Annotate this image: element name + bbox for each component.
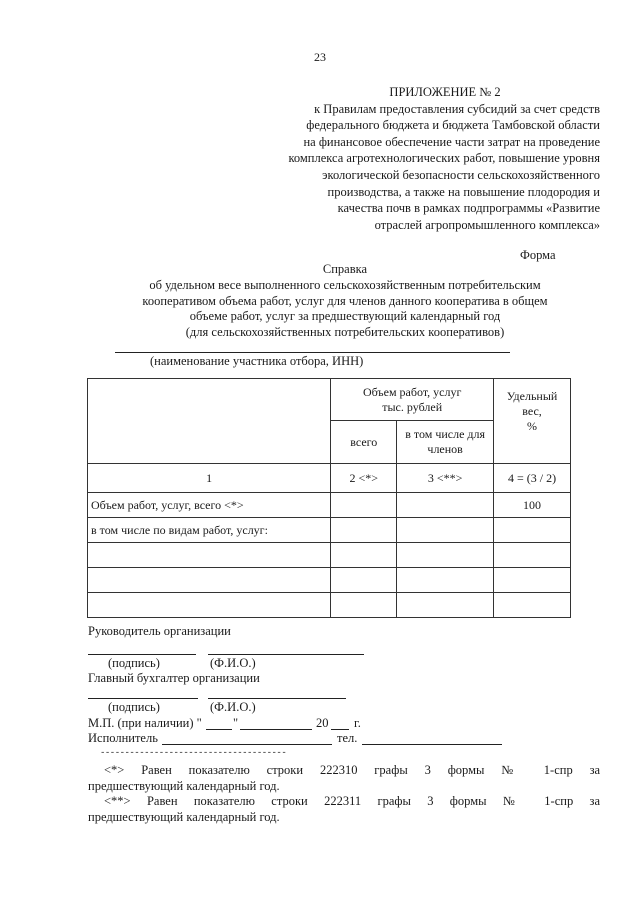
footnote-word: Равен (141, 763, 172, 777)
table-cell[interactable] (331, 543, 397, 568)
footnote-word: 222311 (324, 794, 362, 808)
title-line: об удельном весе выполненного сельскохозяйственным потребительским (149, 277, 541, 292)
table-cell[interactable] (494, 568, 571, 593)
table-row (88, 518, 571, 543)
footnote-2-line (88, 793, 600, 809)
table-cell[interactable] (331, 568, 397, 593)
table-cell[interactable] (397, 518, 494, 543)
footnote-word: строки (271, 794, 308, 808)
table-cell[interactable] (88, 568, 331, 593)
column-number-4: 4 = (3 / 2) (494, 464, 571, 493)
title-line: объеме работ, услуг за предшествующий календарный год (189, 309, 501, 324)
row-total-share: 100 (494, 493, 571, 518)
head-fio-line[interactable] (208, 654, 364, 655)
header-share-line: Удельный (506, 389, 558, 403)
header-members-line: членов (427, 442, 463, 456)
appendix-line: к Правилам предоставления субсидий за счет средств (314, 101, 600, 116)
head-label: Руководитель организации (88, 624, 231, 638)
row-including-label: в том числе по видам работ, услуг: (88, 518, 331, 543)
table-cell[interactable] (88, 593, 331, 618)
form-label: Форма (520, 248, 556, 262)
page-number: 23 (314, 50, 326, 64)
header-share (494, 379, 571, 464)
fio-caption: (Ф.И.О.) (210, 700, 256, 714)
appendix-line: комплекса агротехнологических работ, повышение уровня (288, 151, 600, 166)
table-row (88, 493, 571, 518)
footnote-word: Равен (146, 794, 178, 808)
footnote-word: № (502, 794, 528, 808)
report-table (87, 378, 571, 618)
table-cell[interactable] (494, 518, 571, 543)
participant-name-line[interactable] (115, 352, 510, 353)
signature-caption: (подпись) (108, 656, 160, 670)
header-share-line: % (527, 419, 538, 433)
footnote-2 (88, 793, 600, 825)
table-cell[interactable] (397, 568, 494, 593)
appendix-heading: ПРИЛОЖЕНИЕ № 2 (389, 85, 501, 99)
appendix-line: качества почв в рамках подпрограммы «Развитие (337, 201, 600, 216)
seal-label: М.П. (при наличии) " (88, 716, 202, 730)
title-main: Справка (322, 262, 368, 276)
row-total-label: Объем работ, услуг, всего <*> (88, 493, 331, 518)
signature-caption: (подпись) (108, 700, 160, 714)
footnote-word: 1-спр (543, 763, 573, 777)
table-cell[interactable] (88, 543, 331, 568)
footnote-word: № (501, 763, 527, 777)
footnote-divider: -------------------------------------- (100, 748, 287, 758)
footnote-word: формы (447, 763, 485, 777)
footnote-1-tail: предшествующий календарный год. (88, 779, 280, 793)
accountant-signature-line[interactable] (88, 698, 198, 699)
appendix-line: отраслей агропромышленного комплекса» (374, 217, 600, 232)
column-number-1: 1 (88, 464, 331, 493)
table-row (88, 568, 571, 593)
footnote-word: графы (377, 794, 411, 808)
table-cell[interactable] (331, 518, 397, 543)
footnote-word: графы (374, 763, 408, 777)
executor-line[interactable] (162, 744, 332, 745)
footnote-word: за (589, 794, 601, 808)
appendix-line: на финансовое обеспечение части затрат на проведение (303, 134, 600, 149)
table-cell[interactable] (397, 593, 494, 618)
row-total-volume[interactable] (331, 493, 397, 518)
column-number-2: 2 <*> (331, 464, 397, 493)
table-row (88, 593, 571, 618)
header-volume-line: Объем работ, услуг (362, 384, 462, 399)
footnote-mark: <*> (104, 763, 125, 777)
appendix-line: производства, а также на повышение плодородия и (327, 184, 600, 199)
footnote-word: показателю (193, 794, 255, 808)
footnote-word: за (589, 763, 601, 777)
row-total-members[interactable] (397, 493, 494, 518)
column-number-3: 3 <**> (397, 464, 494, 493)
table-cell[interactable] (494, 543, 571, 568)
document-title (110, 262, 580, 341)
seal-year: 20 (316, 716, 329, 730)
footnote-word: 1-спр (544, 794, 574, 808)
appendix-block (250, 84, 600, 233)
header-share-line: вес, (522, 404, 542, 418)
table-row (88, 543, 571, 568)
phone-line[interactable] (362, 744, 502, 745)
footnote-word: 3 (424, 763, 431, 777)
footnote-1 (88, 762, 600, 794)
table-cell[interactable] (331, 593, 397, 618)
participant-caption: (наименование участника отбора, ИНН) (150, 354, 364, 368)
header-volume-line: тыс. рублей (382, 399, 443, 414)
footnote-word: показателю (188, 763, 250, 777)
head-signature-line[interactable] (88, 654, 196, 655)
header-members-line: в том числе для (405, 427, 486, 441)
footnote-word: формы (449, 794, 487, 808)
header-volume (331, 379, 494, 421)
date-month-line[interactable] (240, 729, 312, 730)
appendix-line: федерального бюджета и бюджета Тамбовской области (306, 118, 600, 133)
table-cell[interactable] (494, 593, 571, 618)
header-total: всего (331, 421, 397, 464)
date-year-line[interactable] (331, 729, 349, 730)
title-line: кооперативом объема работ, услуг для членов данного кооператива в общем (142, 293, 548, 308)
footnote-2-tail: предшествующий календарный год. (88, 810, 280, 824)
footnote-mark: <**> (104, 794, 131, 808)
accountant-fio-line[interactable] (208, 698, 346, 699)
footnote-word: 222310 (319, 763, 358, 777)
executor-label: Исполнитель (88, 731, 158, 745)
seal-quote: " (233, 716, 239, 730)
phone-label: тел. (337, 731, 358, 745)
title-line: (для сельскохозяйственных потребительских кооперативов) (185, 325, 505, 340)
accountant-label: Главный бухгалтер организации (88, 671, 260, 685)
fio-caption: (Ф.И.О.) (210, 656, 256, 670)
footnote-1-line (88, 762, 600, 778)
header-empty-cell (88, 379, 331, 464)
table-cell[interactable] (397, 543, 494, 568)
date-day-line[interactable] (206, 729, 232, 730)
seal-suffix: г. (354, 716, 361, 730)
footnote-word: 3 (427, 794, 434, 808)
header-members (397, 421, 494, 464)
footnote-word: строки (266, 763, 304, 777)
appendix-line: экологической безопасности сельскохозяйственного (322, 167, 600, 182)
